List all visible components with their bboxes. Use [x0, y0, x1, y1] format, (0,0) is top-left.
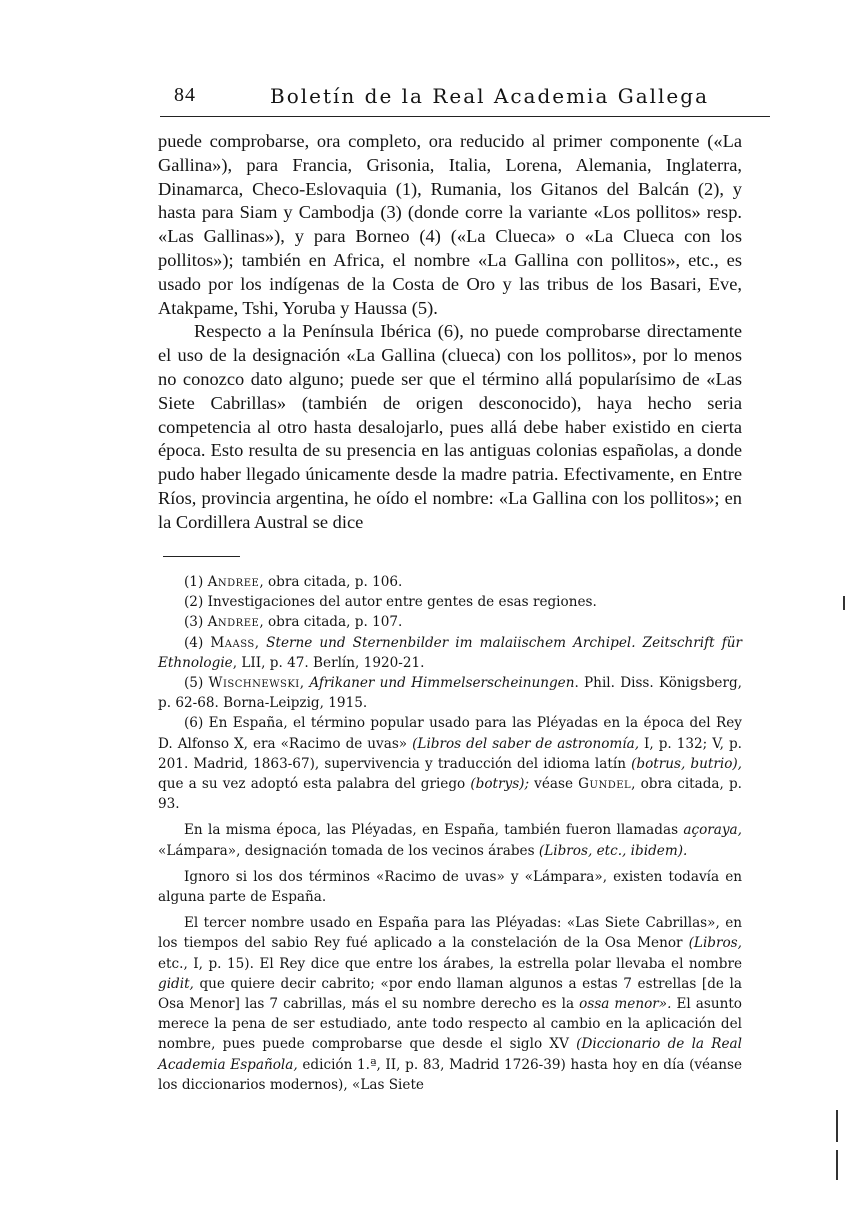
footnote-text: . Phil. Diss. Königsberg, p. 62-68. Borna-Leipzig, 1915. — [158, 675, 742, 712]
footnote-separator — [163, 556, 240, 557]
footnote-4 — [158, 633, 742, 673]
footnote-5 — [158, 673, 742, 713]
footnote-text: , — [254, 634, 267, 651]
footnotes — [158, 572, 742, 1095]
footnote-6 — [158, 713, 742, 814]
scan-edge-mark — [836, 1150, 838, 1180]
header-rule — [160, 116, 770, 117]
footnote-text: , LII, p. 47. Berlín, 1920-21. — [232, 654, 425, 671]
footnote-italic: ossa menor». — [579, 996, 672, 1013]
footnote-text: , — [299, 675, 310, 692]
footnote-number: (6) — [184, 715, 204, 732]
footnote-text: Investigaciones del autor entre gentes de esas regiones. — [207, 594, 597, 611]
footnote-italic: gidit, — [158, 975, 194, 992]
footnote-italic: (botrus, butrio), — [631, 755, 742, 772]
footnote-text: véase — [529, 776, 579, 793]
footnote-text: , obra citada, p. 106. — [259, 574, 403, 590]
footnote-1 — [158, 572, 742, 592]
running-title: Boletín de la Real Academia Gallega — [270, 84, 709, 108]
footnote-text: I, p. 132; V, p. 201. Madrid, 1863-67), supervivencia y traducción del idioma latín — [158, 735, 742, 772]
footnote-italic: (Diccionario de la Real Academia Española, — [158, 1036, 743, 1073]
footnote-6-continuation-2: Ignoro si los dos términos «Racimo de uvas» y «Lámpara», existen todavía en alguna parte de España. — [158, 868, 742, 906]
footnote-text: En España, el término popular usado para las Pléyadas en la época del Rey D. Alfonso X, era «Racimo de uvas» — [158, 715, 742, 752]
footnote-title: Sterne und Sternenbilder im malaiischem Archipel. Zeitschrift für Ethnologie — [158, 634, 742, 671]
footnote-text: «Lámpara», designación tomada de los vecinos árabes — [158, 842, 539, 859]
footnote-2 — [158, 592, 742, 612]
footnote-number: (4) — [184, 634, 204, 651]
footnote-author: Andree — [207, 574, 260, 590]
footnote-3 — [158, 612, 742, 632]
paragraph-2: Respecto a la Península Ibérica (6), no puede comprobarse directamente el uso de la designación «La Gallina (clueca) con los pollitos», por lo menos no conozco dato alguno; puede ser que el término allá popularísimo de «Las Siete Cabrillas» (también de origen desconocido), haya hecho seria competencia al otro hasta desalojarlo, pues allá debe haber existido en cierta época. Esto resulta de su presencia en las antiguas colonias españolas, a donde pudo haber llegado únicamente desde la madre patria. Efectivamente, en Entre Ríos, provincia argentina, he oído el nombre: «La Gallina con los pollitos»; en la Cordillera Austral se dice — [158, 321, 742, 532]
footnote-text: El tercer nombre usado en España para las Pléyadas: «Las Siete Cabrillas», en los tiempos del sabio Rey fué aplicado a la constelación de la Osa Menor — [158, 915, 742, 952]
footnote-6-continuation-3 — [158, 913, 742, 1095]
footnote-text: que quiere decir cabrito; «por endo llaman algunos a estas 7 estrellas [de la Osa Menor] las 7 cabrillas, más el su nombre derecho es la — [158, 975, 742, 1013]
footnote-text: En la misma época, las Pléyadas, en España, también fueron llamadas — [184, 822, 684, 839]
page-number: 84 — [174, 84, 196, 106]
footnote-text: etc., I, p. 15). El Rey dice que entre los árabes, la estrella polar llevaba el nombre — [158, 955, 742, 972]
footnote-italic: (Libros, etc., ibidem). — [538, 842, 688, 859]
footnote-title: Afrikaner und Himmelserscheinungen — [309, 675, 575, 692]
footnote-author: Maass — [210, 634, 255, 651]
footnote-number: (2) — [184, 594, 204, 611]
scan-edge-mark — [836, 1110, 838, 1142]
paragraph-1: puede comprobarse, ora completo, ora reducido al primer componente («La Gallina»), para Francia, Grisonia, Italia, Lorena, Alemania, Inglaterra, Dinamarca, Checo-Eslovaquia (1), Rumania, los Gitanos del Balcán (2), y hasta para Siam y Cambodja (3) (donde corre la variante «Los pollitos» resp. «Las Gallinas»), y para Borneo (4) («La Clueca» o «La Clueca con los pollitos»); también en Africa, el nombre «La Gallina con pollitos», etc., es usado por los indígenas de la Costa de Oro y las tribus de los Basari, Eve, Atakpame, Tshi, Yoruba y Haussa (5). — [158, 131, 742, 318]
footnote-text: edición 1.ª, II, p. 83, Madrid 1726-39) hasta hoy en día (véanse los diccionarios modernos), «Las Siete — [158, 1056, 742, 1093]
footnote-number: (5) — [184, 675, 204, 692]
footnote-author: Gundel — [578, 776, 632, 793]
footnote-italic: (botrys); — [470, 776, 530, 793]
footnote-italic: (Libros del saber de astronomía, — [412, 735, 640, 752]
footnote-number: (1) — [184, 574, 204, 590]
footnote-italic: açoraya, — [683, 822, 742, 839]
scan-edge-mark — [843, 596, 845, 610]
page-header — [160, 84, 770, 116]
footnote-text: , obra citada, p. 93. — [158, 776, 742, 813]
footnote-6-continuation-1 — [158, 820, 742, 860]
footnote-italic: (Libros, — [688, 935, 742, 952]
footnote-text: que a su vez adoptó esta palabra del griego — [158, 776, 471, 793]
footnote-author: Andree — [207, 614, 260, 631]
footnote-author: Wischnewski — [208, 675, 300, 692]
footnote-text: El asunto merece la pena de ser estudiado, ante todo respecto al cambio en la aplicación del nombre, pues puede comprobarse que desde el siglo XV — [158, 996, 742, 1053]
main-text — [158, 130, 742, 535]
footnote-text: , obra citada, p. 107. — [259, 614, 403, 631]
footnote-number: (3) — [184, 614, 204, 631]
